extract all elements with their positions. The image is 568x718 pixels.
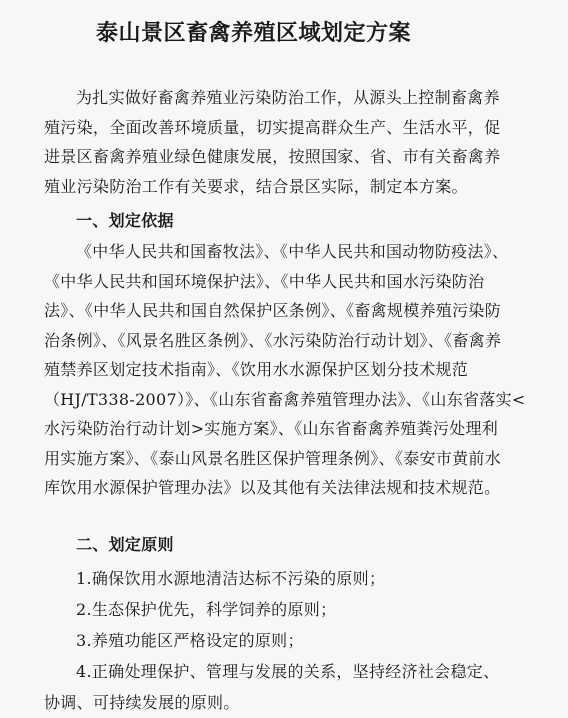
intro-paragraph — [44, 83, 550, 201]
principle-item: 1.确保饮用水源地清洁达标不污染的原则； — [76, 569, 386, 588]
basis-line: 《中华人民共和国畜牧法》、《中华人民共和国动物防疫法》、 — [76, 242, 509, 261]
basis-line: 库饮用水源保护管理办法》以及其他有关法律法规和技术规范。 — [44, 478, 501, 497]
document-title: 泰山景区畜禽养殖区域划定方案 — [96, 21, 412, 46]
basis-line: 法》、《中华人民共和国自然保护区条例》、《畜禽规模养殖污染防 — [44, 301, 502, 320]
section1-heading: 一、划定依据 — [76, 211, 174, 230]
section2-heading: 二、划定原则 — [76, 535, 174, 554]
principle-item-continued: 协调、可持续发展的原则。 — [44, 693, 240, 712]
principle-item: 2.生态保护优先，科学饲养的原则； — [76, 600, 337, 619]
intro-line: 殖污染，全面改善环境质量，切实提高群众生产、生活水平，促 — [44, 117, 501, 137]
basis-line: 殖禁养区划定技术指南》、《饮用水水源保护区划分技术规范 — [44, 360, 469, 379]
section2-heading-block — [44, 530, 550, 560]
section2-list — [44, 563, 550, 718]
basis-line: （HJ/T338-2007）》、《山东省畜禽养殖管理办法》、《山东省落实< — [44, 389, 526, 409]
intro-line: 进景区畜禽养殖业绿色健康发展，按照国家、省、市有关畜禽养 — [44, 147, 501, 166]
basis-line: 《中华人民共和国环境保护法》、《中华人民共和国水污染防治 — [44, 271, 485, 291]
basis-line: 水污染防治行动计划>实施方案》、《山东省畜禽养殖粪污处理利 — [44, 419, 499, 438]
section1-heading-block — [44, 206, 550, 236]
principle-item: 4.正确处理保护、管理与发展的关系，坚持经济社会稳定、 — [76, 662, 500, 681]
section1-paragraph — [44, 237, 550, 503]
basis-line: 用实施方案》、《泰山风景名胜区保护管理条例》、《泰安市黄前水 — [44, 448, 502, 468]
principle-item: 3.养殖功能区严格设定的原则； — [76, 631, 304, 650]
intro-line: 殖业污染防治工作有关要求，结合景区实际，制定本方案。 — [44, 176, 468, 196]
intro-line: 为扎实做好畜禽养殖业污染防治工作，从源头上控制畜禽养 — [76, 88, 500, 107]
basis-line: 治条例》、《风景名胜区条例》、《水污染防治行动计划》、《畜禽养 — [44, 330, 502, 350]
